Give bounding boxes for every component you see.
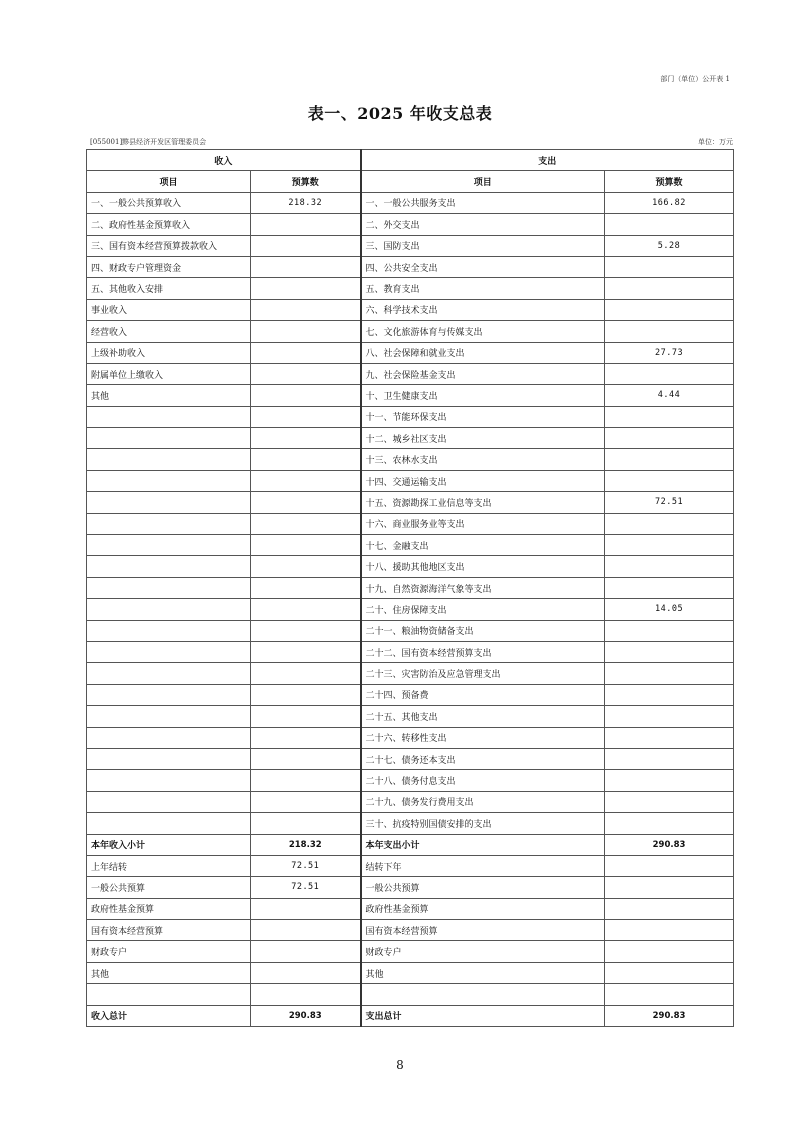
income-item-cell <box>87 813 251 834</box>
table-row <box>87 641 734 662</box>
table-row <box>87 256 734 277</box>
expense-item-header: 项目 <box>361 171 605 192</box>
expense-value-cell <box>605 813 734 834</box>
expense-value-cell <box>605 278 734 299</box>
expense-value-cell <box>605 321 734 342</box>
income-value-cell <box>251 984 361 1005</box>
table-row <box>87 706 734 727</box>
income-subtotal-value: 218.32 <box>251 834 361 855</box>
expense-total-label: 支出总计 <box>361 1005 605 1026</box>
expense-item-cell: 二十四、预备费 <box>361 684 605 705</box>
income-item-cell <box>87 449 251 470</box>
income-value-cell <box>251 663 361 684</box>
table-row <box>87 513 734 534</box>
expense-value-cell <box>605 920 734 941</box>
expense-item-cell: 政府性基金预算 <box>361 898 605 919</box>
income-value-cell <box>251 214 361 235</box>
expense-value-cell: 5.28 <box>605 235 734 256</box>
expense-value-cell: 166.82 <box>605 192 734 213</box>
income-value-cell <box>251 941 361 962</box>
expense-item-cell: 一、一般公共服务支出 <box>361 192 605 213</box>
column-header-row <box>87 171 734 192</box>
page-title: 表一、2025 年收支总表 <box>307 104 493 123</box>
expense-item-cell: 二十六、转移性支出 <box>361 727 605 748</box>
income-value-cell <box>251 770 361 791</box>
expense-item-cell: 六、科学技术支出 <box>361 299 605 320</box>
expense-value-cell <box>605 727 734 748</box>
income-item-cell: 三、国有资本经营预算拨款收入 <box>87 235 251 256</box>
income-value-cell <box>251 641 361 662</box>
expense-item-cell: 四、公共安全支出 <box>361 256 605 277</box>
table-row <box>87 727 734 748</box>
table-row <box>87 663 734 684</box>
income-item-cell: 政府性基金预算 <box>87 898 251 919</box>
income-item-cell <box>87 513 251 534</box>
section-header-row <box>87 150 734 171</box>
table-row <box>87 278 734 299</box>
detail-rows <box>87 192 734 834</box>
expense-item-cell: 二十三、灾害防治及应急管理支出 <box>361 663 605 684</box>
income-item-cell <box>87 984 251 1005</box>
income-value-cell <box>251 492 361 513</box>
income-value-cell <box>251 449 361 470</box>
expense-item-cell: 十四、交通运输支出 <box>361 470 605 491</box>
expense-value-cell <box>605 214 734 235</box>
expense-value-cell <box>605 984 734 1005</box>
table-row <box>87 363 734 384</box>
expense-budget-header: 预算数 <box>605 171 734 192</box>
expense-subtotal-value: 290.83 <box>605 834 734 855</box>
income-value-cell <box>251 363 361 384</box>
income-item-cell: 事业收入 <box>87 299 251 320</box>
income-value-cell <box>251 791 361 812</box>
expense-value-cell <box>605 299 734 320</box>
expense-item-cell: 二十七、债务还本支出 <box>361 748 605 769</box>
expense-item-cell: 七、文化旅游体育与传媒支出 <box>361 321 605 342</box>
income-item-cell <box>87 748 251 769</box>
expense-value-cell <box>605 470 734 491</box>
expense-item-cell: 五、教育支出 <box>361 278 605 299</box>
income-item-cell <box>87 492 251 513</box>
expense-value-cell: 4.44 <box>605 385 734 406</box>
expense-item-cell: 其他 <box>361 962 605 983</box>
page-number: 8 <box>396 1058 404 1072</box>
expense-value-cell <box>605 791 734 812</box>
income-item-cell <box>87 406 251 427</box>
income-item-cell <box>87 599 251 620</box>
expense-item-cell: 十三、农林水支出 <box>361 449 605 470</box>
expense-total-value: 290.83 <box>605 1005 734 1026</box>
income-value-cell <box>251 428 361 449</box>
table-row <box>87 470 734 491</box>
expense-item-cell: 二十五、其他支出 <box>361 706 605 727</box>
table-row <box>87 321 734 342</box>
total-row <box>87 1005 734 1026</box>
table-meta <box>90 137 733 147</box>
table-row <box>87 428 734 449</box>
income-item-cell: 经营收入 <box>87 321 251 342</box>
income-item-cell: 上年结转 <box>87 855 251 876</box>
total-rows <box>87 1005 734 1026</box>
expense-value-cell: 14.05 <box>605 599 734 620</box>
income-item-cell <box>87 620 251 641</box>
income-value-cell <box>251 962 361 983</box>
income-section-header: 收入 <box>87 150 361 171</box>
expense-value-cell <box>605 706 734 727</box>
expense-item-cell: 十一、节能环保支出 <box>361 406 605 427</box>
expense-item-cell: 结转下年 <box>361 855 605 876</box>
expense-value-cell <box>605 684 734 705</box>
income-value-cell <box>251 321 361 342</box>
table-row <box>87 214 734 235</box>
income-value-cell <box>251 513 361 534</box>
income-value-cell <box>251 813 361 834</box>
income-item-cell <box>87 577 251 598</box>
expense-item-cell <box>361 984 605 1005</box>
table-row <box>87 299 734 320</box>
expense-value-cell <box>605 877 734 898</box>
income-item-cell <box>87 684 251 705</box>
expense-value-cell <box>605 641 734 662</box>
income-item-cell <box>87 770 251 791</box>
table-row <box>87 192 734 213</box>
expense-item-cell: 三、国防支出 <box>361 235 605 256</box>
carry-rows <box>87 855 734 1005</box>
expense-item-cell: 八、社会保障和就业支出 <box>361 342 605 363</box>
expense-value-cell <box>605 363 734 384</box>
income-item-cell: 一般公共预算 <box>87 877 251 898</box>
income-item-cell: 二、政府性基金预算收入 <box>87 214 251 235</box>
expense-value-cell <box>605 898 734 919</box>
income-value-cell <box>251 256 361 277</box>
income-subtotal-label: 本年收入小计 <box>87 834 251 855</box>
income-item-cell: 上级补助收入 <box>87 342 251 363</box>
expense-value-cell: 72.51 <box>605 492 734 513</box>
carry-row <box>87 962 734 983</box>
expense-section-header: 支出 <box>361 150 734 171</box>
expense-item-cell: 国有资本经营预算 <box>361 920 605 941</box>
expense-value-cell <box>605 428 734 449</box>
income-total-label: 收入总计 <box>87 1005 251 1026</box>
table-row <box>87 406 734 427</box>
expense-value-cell <box>605 855 734 876</box>
expense-item-cell: 二十九、债务发行费用支出 <box>361 791 605 812</box>
income-value-cell <box>251 385 361 406</box>
income-value-cell <box>251 535 361 556</box>
income-item-header: 项目 <box>87 171 251 192</box>
income-item-cell: 其他 <box>87 385 251 406</box>
income-value-cell <box>251 235 361 256</box>
table-row <box>87 620 734 641</box>
table-row <box>87 449 734 470</box>
income-item-cell: 一、一般公共预算收入 <box>87 192 251 213</box>
expense-item-cell: 十、卫生健康支出 <box>361 385 605 406</box>
expense-item-cell: 财政专户 <box>361 941 605 962</box>
income-item-cell <box>87 556 251 577</box>
income-value-cell <box>251 342 361 363</box>
income-item-cell <box>87 470 251 491</box>
expense-item-cell: 十七、金融支出 <box>361 535 605 556</box>
expense-value-cell <box>605 663 734 684</box>
expense-item-cell: 十八、援助其他地区支出 <box>361 556 605 577</box>
expense-item-cell: 二十一、粮油物资储备支出 <box>361 620 605 641</box>
carry-row <box>87 920 734 941</box>
income-value-cell <box>251 299 361 320</box>
table-row <box>87 813 734 834</box>
unit-label: 单位：万元 <box>698 138 733 146</box>
table-row <box>87 342 734 363</box>
income-value-cell <box>251 620 361 641</box>
income-value-cell <box>251 406 361 427</box>
table-row <box>87 535 734 556</box>
income-item-cell: 附属单位上缴收入 <box>87 363 251 384</box>
income-value-cell <box>251 898 361 919</box>
income-value-cell <box>251 599 361 620</box>
expense-value-cell <box>605 941 734 962</box>
income-total-value: 290.83 <box>251 1005 361 1026</box>
table-row <box>87 770 734 791</box>
expense-item-cell: 二十、住房保障支出 <box>361 599 605 620</box>
table-row <box>87 791 734 812</box>
expense-value-cell <box>605 513 734 534</box>
carry-row <box>87 877 734 898</box>
expense-item-cell: 九、社会保险基金支出 <box>361 363 605 384</box>
table-row <box>87 577 734 598</box>
expense-value-cell <box>605 962 734 983</box>
table-row <box>87 235 734 256</box>
income-budget-header: 预算数 <box>251 171 361 192</box>
income-value-cell <box>251 577 361 598</box>
expense-value-cell <box>605 770 734 791</box>
carry-row <box>87 898 734 919</box>
table-row <box>87 599 734 620</box>
table-row <box>87 748 734 769</box>
expense-value-cell <box>605 406 734 427</box>
carry-row <box>87 941 734 962</box>
income-value-cell <box>251 706 361 727</box>
income-value-cell <box>251 748 361 769</box>
expense-value-cell <box>605 449 734 470</box>
expense-subtotal-label: 本年支出小计 <box>361 834 605 855</box>
table-number-note: 部门（单位）公开表 1 <box>660 75 730 83</box>
expense-item-cell: 十二、城乡社区支出 <box>361 428 605 449</box>
expense-value-cell: 27.73 <box>605 342 734 363</box>
expense-value-cell <box>605 256 734 277</box>
income-item-cell: 财政专户 <box>87 941 251 962</box>
income-value-cell <box>251 470 361 491</box>
income-item-cell: 四、财政专户管理资金 <box>87 256 251 277</box>
income-value-cell: 72.51 <box>251 855 361 876</box>
expense-item-cell: 二十二、国有资本经营预算支出 <box>361 641 605 662</box>
budget-summary-table <box>86 149 734 1027</box>
expense-item-cell: 一般公共预算 <box>361 877 605 898</box>
income-value-cell: 218.32 <box>251 192 361 213</box>
table-row <box>87 684 734 705</box>
income-item-cell <box>87 791 251 812</box>
income-value-cell <box>251 920 361 941</box>
income-item-cell <box>87 641 251 662</box>
expense-value-cell <box>605 556 734 577</box>
income-item-cell <box>87 535 251 556</box>
subtotal-rows <box>87 834 734 855</box>
income-value-cell <box>251 727 361 748</box>
income-value-cell <box>251 278 361 299</box>
income-item-cell <box>87 706 251 727</box>
table-row <box>87 385 734 406</box>
table-row <box>87 492 734 513</box>
income-item-cell <box>87 428 251 449</box>
expense-item-cell: 二十八、债务付息支出 <box>361 770 605 791</box>
income-item-cell <box>87 663 251 684</box>
income-item-cell: 五、其他收入安排 <box>87 278 251 299</box>
expense-item-cell: 三十、抗疫特别国债安排的支出 <box>361 813 605 834</box>
carry-row <box>87 984 734 1005</box>
income-value-cell <box>251 556 361 577</box>
expense-item-cell: 十六、商业服务业等支出 <box>361 513 605 534</box>
expense-value-cell <box>605 620 734 641</box>
expense-value-cell <box>605 748 734 769</box>
income-value-cell: 72.51 <box>251 877 361 898</box>
subtotal-row <box>87 834 734 855</box>
income-item-cell: 其他 <box>87 962 251 983</box>
expense-item-cell: 十五、资源勘探工业信息等支出 <box>361 492 605 513</box>
expense-value-cell <box>605 535 734 556</box>
income-item-cell <box>87 727 251 748</box>
expense-item-cell: 十九、自然资源海洋气象等支出 <box>361 577 605 598</box>
expense-item-cell: 二、外交支出 <box>361 214 605 235</box>
organization-name: [055001]黟县经济开发区管理委员会 <box>90 138 207 146</box>
table-row <box>87 556 734 577</box>
carry-row <box>87 855 734 876</box>
income-item-cell: 国有资本经营预算 <box>87 920 251 941</box>
expense-value-cell <box>605 577 734 598</box>
income-value-cell <box>251 684 361 705</box>
